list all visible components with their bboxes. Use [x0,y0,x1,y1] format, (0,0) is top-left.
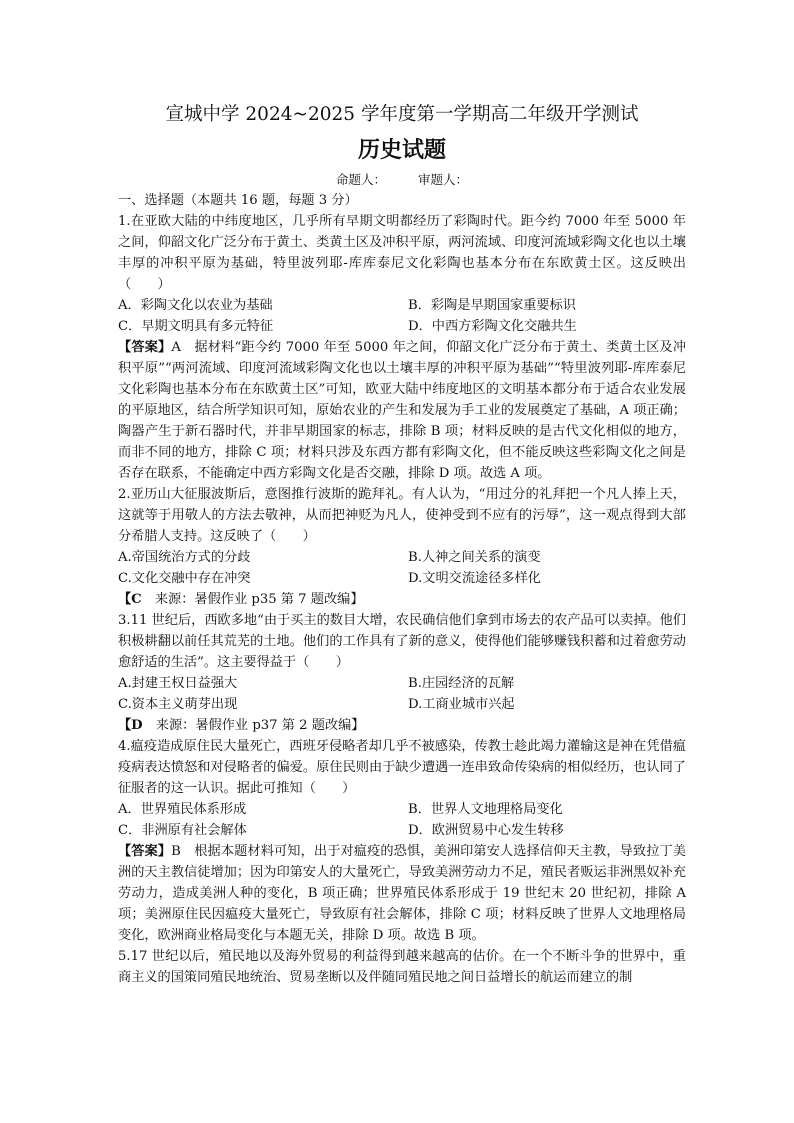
question-2-options [118,547,686,589]
question-3-answer [118,715,686,736]
option-d: D．中西方彩陶文化交融共生 [408,319,577,334]
option-c: C.文化交融中存在冲突 [118,571,251,586]
option-b: B．世界人文地理格局变化 [408,802,563,817]
question-2-answer [118,589,686,610]
exam-staff-line [118,170,686,190]
option-d: D.工商业城市兴起 [408,697,515,712]
option-b: B.庄园经济的瓦解 [408,676,515,691]
option-d: D.文明交流途径多样化 [408,571,541,586]
question-4-options [118,799,686,841]
answer-body: A 据材料“距今约 7000 年至 5000 年之间，仰韶文化广泛分布于黄土、类黄土区及冲积平原”“两河流域、印度河流域彩陶文化也以土壤丰厚的冲积平原为基础”“特里波列耶-库库泰尼文化彩陶也基本分布在东欧黄土区”可知，欧亚大陆中纬度地区的文明基本都分布于适合农业发展的平原地区，结合所学知识可知，原始农业的产生和发展为手工业的发展奠定了基础，A 项正确；陶器产生于新石器时代，并非早期国家的标志，排除 B 项；材料反映的是古代文化相似的地方，而非不同的地方，排除 C 项；材料只涉及东西方都有彩陶文化，但不能反映这些彩陶文化之间是否存在联系，不能确定中西方彩陶文化是否交融，排除 D 项。故选 A 项。 [118,340,687,481]
question-2-stem: 2.亚历山大征服波斯后，意图推行波斯的跪拜礼。有人认为，“用过分的礼拜把一个凡人捧上天，这就等于用敬人的方法去敬神，从而把神贬为凡人，使神受到不应有的污辱”，这一观点得到大部分希腊人支持。这反映了（ ） [118,487,686,544]
option-c: C.资本主义萌芽出现 [118,697,238,712]
question-1-answer [118,337,686,484]
option-a: A．彩陶文化以农业为基础 [118,298,273,313]
answer-source: 来源：暑假作业 p35 第 7 题改编】 [141,592,364,607]
option-b: B．彩陶是早期国家重要标识 [408,298,576,313]
question-1-options [118,295,686,337]
question-4-answer [118,841,686,946]
answer-tag: 【C [118,592,142,607]
option-d: D．欧洲贸易中心发生转移 [408,823,564,838]
answer-tag: 【D [118,718,143,733]
question-3-stem: 3.11 世纪后，西欧多地“由于买主的数目大增，农民确信他们拿到市场去的农产品可以卖掉。他们积极耕翻以前任其荒芜的土地。他们的工作具有了新的意义，使得他们能够赚钱积蓄和过着愈劳动愈舒适的生活”。这主要得益于（ ） [118,613,686,670]
option-a: A．世界殖民体系形成 [118,802,247,817]
answer-body: B 根据本题材料可知，出于对瘟疫的恐惧，美洲印第安人选择信仰天主教，导致拉丁美洲的天主教信徒增加；因为印第安人的大量死亡，导致美洲劳动力不足，殖民者贩运非洲黑奴补充劳动力，造成美洲人种的变化，B 项正确；世界殖民体系形成于 19 世纪末 20 世纪初，排除 A 项；美洲原住民因瘟疫大量死亡，导致原有社会解体，排除 C 项；材料反映了世界人文地理格局变化，欧洲商业格局变化与本题无关，排除 D 项。故选 B 项。 [118,844,686,943]
question-5-stem: 5.17 世纪以后，殖民地以及海外贸易的利益得到越来越高的估价。在一个不断斗争的世界中，重商主义的国策同殖民地统治、贸易垄断以及伴随同殖民地之间日益增长的航运而建立的制 [118,949,686,985]
question-3-options [118,673,686,715]
exam-page [118,102,686,988]
exam-subject-title: 历史试题 [357,138,446,163]
reviewer-label: 审题人： [417,172,468,187]
answer-source: 来源：暑假作业 p37 第 2 题改编】 [142,718,365,733]
answer-tag: 【答案】 [118,844,172,859]
question-1-stem: 1.在亚欧大陆的中纬度地区，几乎所有早期文明都经历了彩陶时代。距今约 7000 年至 5000 年之间，仰韶文化广泛分布于黄土、类黄土区及冲积平原，两河流域、印度河流域彩陶文化也以土壤丰厚的冲积平原为基础，特里波列耶-库库泰尼文化彩陶也基本分布在东欧黄土区。这反映出（ ） [118,214,686,292]
option-b: B.人神之间关系的演变 [408,550,541,565]
option-a: A.帝国统治方式的分歧 [118,550,251,565]
exam-title: 宣城中学 2024~2025 学年度第一学期高二年级开学测试 [165,104,639,125]
section-heading: 一、选择题（本题共 16 题，每题 3 分） [118,193,358,208]
option-c: C．非洲原有社会解体 [118,823,247,838]
option-a: A.封建王权日益强大 [118,676,238,691]
answer-tag: 【答案】 [118,340,172,355]
option-c: C．早期文明具有多元特征 [118,319,274,334]
setter-label: 命题人： [335,172,386,187]
question-4-stem: 4.瘟疫造成原住民大量死亡，西班牙侵略者却几乎不被感染，传教士趁此竭力灌输这是神在凭借瘟疫病表达愤怒和对侵略者的偏爱。原住民则由于缺少遭遇一连串致命传染病的相似经历，也认同了征服者的这一认识。据此可推知（ ） [118,739,686,796]
